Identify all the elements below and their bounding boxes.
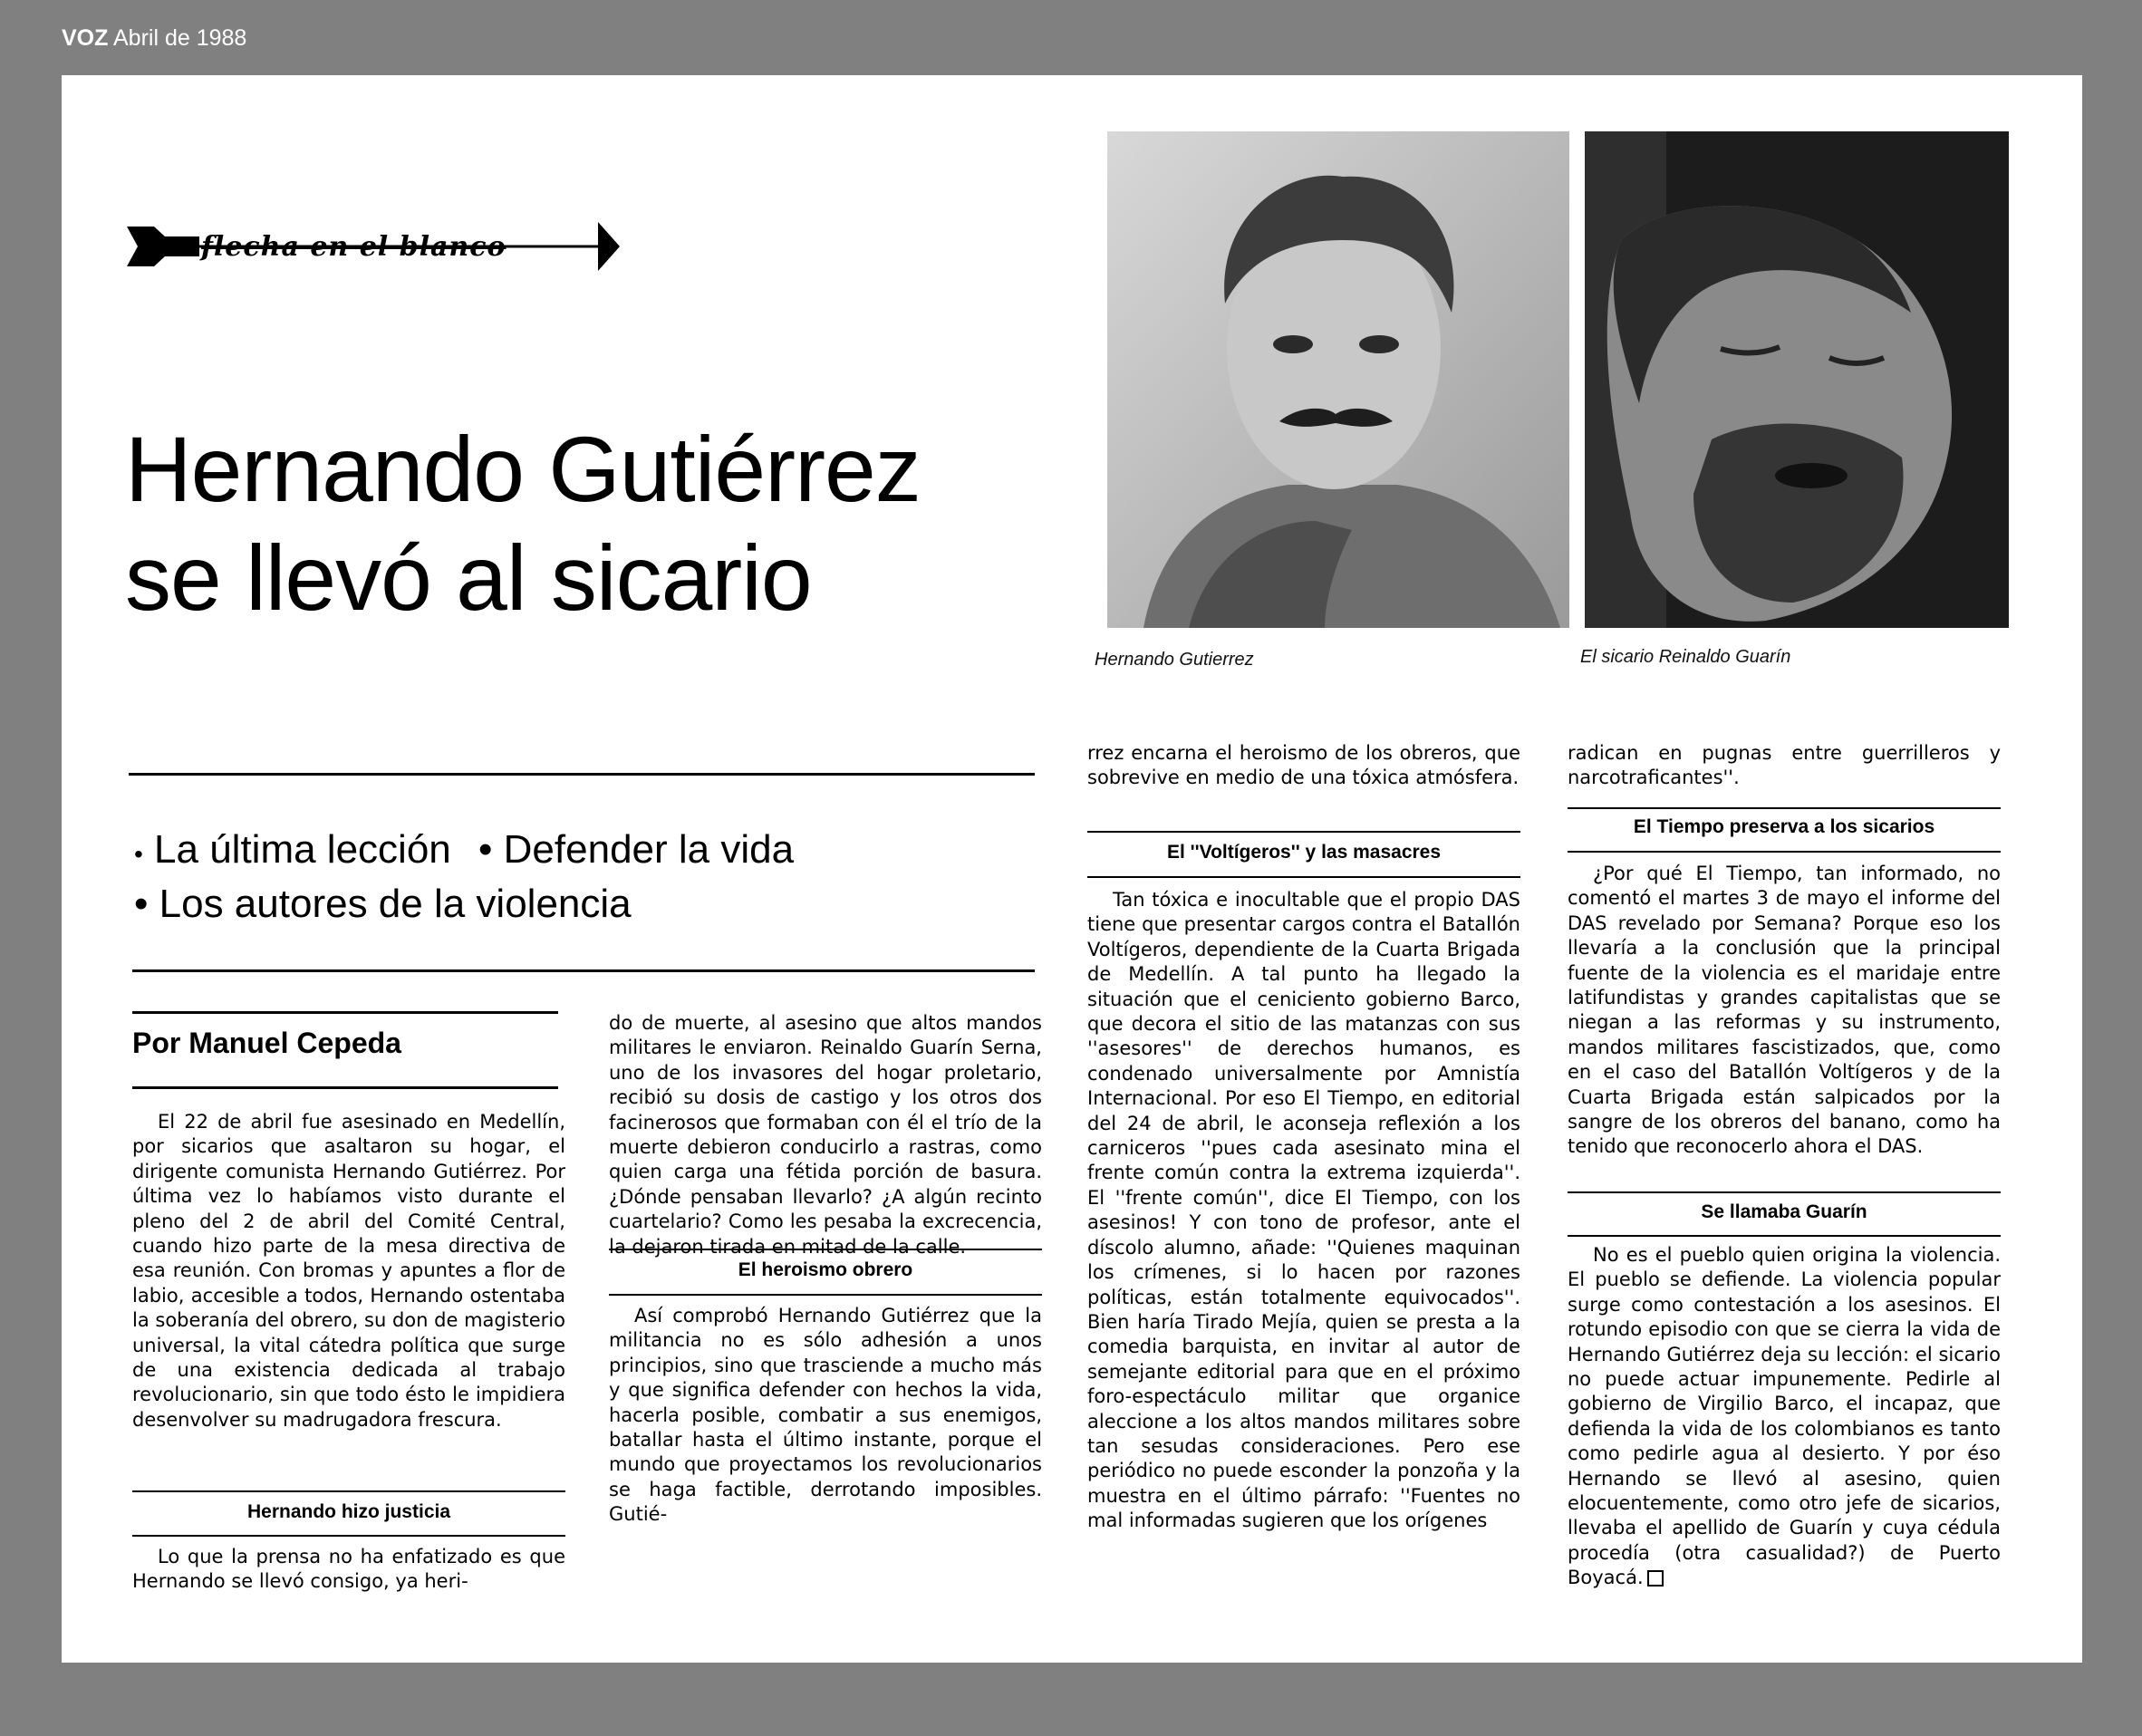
summary-item-autores-violencia: Los autores de la violencia xyxy=(159,882,632,926)
summary-line-1 xyxy=(134,827,810,873)
subhead-rule-top xyxy=(132,1490,565,1492)
headline-line-1: Hernando Gutiérrez xyxy=(125,418,921,521)
col1-paragraph-1: El 22 de abril fue asesinado en Medellín, por sicarios que asaltaron su hogar, el dirigente comunista Hernando Gutiérrez. Por última vez lo habíamos visto durante el pleno del 2 de abril del Comité Central, cuando hizo parte de la mesa directiva de esa reunión. Con bromas y apuntes a flor de labio, accesible a todos, Hernando ostentaba la soberanía del obrero, su don de magisterio universal, la vital cátedra política que surge de una existencia dedicada al trabajo revolucionario, sin que todo ésto le impidiera desenvolver su madrugadora frescura. xyxy=(132,1111,565,1431)
portrait-photo-icon xyxy=(1107,131,1569,628)
subhead-rule-top xyxy=(1087,831,1520,833)
kicker-label: flecha en el blanco xyxy=(201,231,507,263)
newspaper-page xyxy=(62,75,2082,1663)
subhead-rule-bottom xyxy=(1568,1235,2001,1237)
portrait-photo-icon xyxy=(1585,131,2009,628)
col2-paragraph-1: do de muerte, al asesino que altos mandos militares le enviaron. Reinaldo Guarín Serna, uno de los invasores del hogar proletario, recibió su dosis de castigo y los otros dos facinerosos que formaban con él el trío de la muerte debieron conducirlo a rastras, como quien carga una fétida porción de basura. ¿Dónde pensaban llevarlo? ¿A algún recinto cuartelario? Como les pesaba la excrecencia, la dejaron tirada en mitad de la calle. xyxy=(609,1012,1042,1258)
col3-paragraph-1: rrez encarna el heroismo de los obreros, que sobrevive en medio de una tóxica atmósfera. xyxy=(1087,742,1520,789)
column-3-bottom xyxy=(1087,888,1520,1534)
subhead-rule-bottom xyxy=(1568,851,2001,853)
publication-date: Abril de 1988 xyxy=(112,25,247,51)
summary-item-defender-vida: Defender la vida xyxy=(503,827,795,872)
byline-top-rule xyxy=(132,1011,558,1014)
col4-paragraph-1: radican en pugnas entre guerrilleros y narcotraficantes''. xyxy=(1568,742,2001,789)
subhead-heroismo-obrero: El heroismo obrero xyxy=(738,1259,913,1280)
column-2-top xyxy=(609,1011,1042,1259)
summary-item-ultima-leccion: La última lección xyxy=(154,827,451,872)
bullet-icon: • xyxy=(134,840,143,868)
subhead-rule-top xyxy=(609,1249,1042,1250)
summary-bottom-rule xyxy=(132,969,1035,972)
col4-paragraph-2: ¿Por qué El Tiempo, tan informado, no comentó el martes 3 de mayo el informe del DAS revelado por Semana? Porque eso los llevaría a la conclusión que la principal fuente de la violencia es el maridaje entre latifundistas y grandes capitalistas que se niegan a las reformas y su instrumento, mandos militares fascistizados, que, como en el caso del Batallón Voltígeros y de la Cuarta Brigada están salpicados por la sangre de los obreros del banano, como ha tenido que reconocerlo ahora el DAS. xyxy=(1568,863,2001,1158)
column-1-bottom xyxy=(132,1545,565,1595)
column-3-top xyxy=(1087,741,1520,791)
photo-hernando-gutierrez xyxy=(1107,131,1569,628)
summary-top-rule xyxy=(129,773,1035,776)
summary-line-2 xyxy=(134,882,648,927)
publication-name: VOZ xyxy=(62,25,109,51)
photo-caption-guarin: El sicario Reinaldo Guarín xyxy=(1580,647,1791,667)
column-4-bottom xyxy=(1568,1243,2001,1591)
bullet-icon: • xyxy=(478,827,493,872)
headline-line-2: se llevó al sicario xyxy=(125,526,812,630)
col4-paragraph-3 xyxy=(1568,1243,2001,1591)
subhead-rule-bottom xyxy=(1087,876,1520,878)
col2-paragraph-2: Así comprobó Hernando Gutiérrez que la militancia no es sólo adhesión a unos principios, sino que trasciende a mucho más y que significa defender con hechos la vida, hacerla posible, combatir a sus enemigos, batallar hasta el último instante, porque el mundo que proyectamos los revolucionarios se haga factible, derrotando imposibles. Gutié- xyxy=(609,1305,1042,1526)
column-2-bottom xyxy=(609,1304,1042,1528)
subhead-rule-bottom xyxy=(609,1294,1042,1296)
column-4-top xyxy=(1568,741,2001,791)
photo-caption-hernando: Hernando Gutierrez xyxy=(1095,650,1254,670)
end-mark-icon xyxy=(1647,1570,1664,1587)
column-1-top xyxy=(132,1110,565,1432)
bullet-icon: • xyxy=(134,882,149,926)
subhead-se-llamaba-guarin: Se llamaba Guarín xyxy=(1701,1201,1867,1222)
section-kicker xyxy=(127,220,634,273)
headline xyxy=(125,415,1104,632)
col3-paragraph-2: Tan tóxica e inocultable que el propio DAS tiene que presentar cargos contra el Batallón Voltígeros, dependiente de la Cuarta Brigada de Medellín. A tal punto ha llegado la situación que el ceniciento gobierno Barco, que decora el sitio de las matanzas con sus ''asesores'' de derechos humanos, es condenado universalmente por Amnistía Internacional. Por eso El Tiempo, en editorial del 24 de abril, le aconseja reflexión a los carniceros ''pues cada asesinato mina el frente común contra la extrema izquierda''. El ''frente común'', dice El Tiempo, con los asesinos! Y con tono de profesor, ante el díscolo alumno, añade: ''Quienes maquinan los crímenes, si lo hacen por razones políticas, están totalmente equivocados''. Bien haría Tirado Mejía, quien se presta a la comedia barquista, en invitar al autor de semejante editorial para que en el próximo foro-espectáculo militar que organice aleccione a los altos mandos militares sobre tan sesudas consideraciones. Pero ese periódico no puede esconder la ponzoña y la muestra en el último párrafo: ''Fuentes no mal informadas sugieren que los orígenes xyxy=(1087,889,1520,1532)
photo-reinaldo-guarin xyxy=(1585,131,2009,628)
subhead-tiempo-preserva-sicarios: El Tiempo preserva a los sicarios xyxy=(1633,816,1935,837)
subhead-hernando-hizo-justicia: Hernando hizo justicia xyxy=(246,1501,451,1522)
byline: Por Manuel Cepeda xyxy=(132,1027,401,1059)
masthead xyxy=(62,25,246,52)
col4-paragraph-3-text: No es el pueblo quien origina la violencia. El pueblo se defiende. La violencia popular surge como contestación a los asesinos. El rotundo episodio con que se cierra la vida de Hernando Gutiérrez deja su lección: el sicario no puede actuar impunemente. Pedirle al gobierno de Virgilio Barco, el incapaz, que defienda la vida de los colombianos es tanto como pedirle agua al desierto. Y por éso Hernando se llevó al asesino, quien elocuentemente, como otro jefe de sicarios, llevaba el apellido de Guarín y cuya cédula procedía (otra casualidad?) de Puerto Boyacá. xyxy=(1568,1244,2001,1589)
column-4-middle xyxy=(1568,862,2001,1160)
byline-bottom-rule xyxy=(132,1086,558,1089)
subhead-rule-top xyxy=(1568,1191,2001,1193)
subhead-voltigeros-masacres: El ''Voltígeros'' y las masacres xyxy=(1166,842,1442,863)
subhead-rule-bottom xyxy=(132,1535,565,1537)
subhead-rule-top xyxy=(1568,807,2001,809)
col1-paragraph-2: Lo que la prensa no ha enfatizado es que Hernando se llevó consigo, ya heri- xyxy=(132,1546,565,1593)
